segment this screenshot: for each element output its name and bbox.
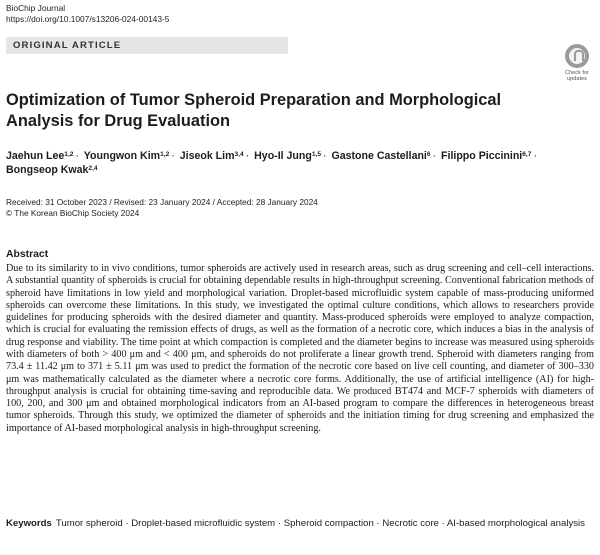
author-affiliation: 1,2 <box>64 151 74 158</box>
check-for-updates-button[interactable] <box>560 44 594 83</box>
author-affiliation: 1,2 <box>160 151 170 158</box>
author-name[interactable]: Jaehun Lee <box>6 150 65 162</box>
author-name[interactable]: Jiseok Lim <box>179 150 235 162</box>
journal-name: BioChip Journal <box>6 3 66 13</box>
author-name[interactable]: Filippo Piccinini <box>441 150 523 162</box>
article-type-banner <box>6 37 288 54</box>
author-affiliation: 6 <box>426 151 431 158</box>
author-affiliation: 6,7 <box>522 151 532 158</box>
abstract-heading: Abstract <box>6 249 49 260</box>
article-title: Optimization of Tumor Spheroid Preparation and Morphological Analysis for Drug Evaluation <box>6 91 502 130</box>
keywords-heading: Keywords <box>6 518 52 529</box>
author-list: Jaehun Lee$^{1,2}$ · Youngwon Kim$^{1,2}$ · Jiseok Lim$^{3,4}$ · Hyo-Il Jung$^{1,5}$ · Gastone Castellani$^6$ · Filippo Piccinini$^{6,7}$ · Bongseop Kwak$^{2,4}$ <box>6 150 537 176</box>
author-name[interactable]: Bongseop Kwak <box>6 164 89 176</box>
abstract-text: Due to its similarity to in vivo conditions, tumor spheroids are actively used in research areas, such as drug screening and cell–cell interactions. A substantial quantity of spheroids is crucial for obtaining dependable results in high-throughput screening. Conventional fabrication methods of spheroid have limitations in low yield and morphological variation. Droplet-based microfluidic system capable of mass-producing uniformed spheroids can overcome these limitations. In this study, we investigated the optimal culture conditions, which allows to researchers provide guidelines for producing spheroids with the desired diameter and quantity. Mass-produced spheroids were employed to analyze compaction, which is crucial for evaluating the remission effects of drugs, as well as the formation of a necrotic core, which induces a bias in the analysis of drug response and viability. The time point at which compaction is completed and the diameter begins to increase was measured using spheroids with diameters of both > 400 μm and < 400 μm, and spheroids do not proliferate a linear growth trend. Spheroid with diameters ranging from 73.4 ± 11.42 μm to 371 ± 5.11 μm was used to predict the formation of the necrotic core based on live cell counting, and diameter of 300–330 μm was mathematically calculated as the diameter where a necrotic core forms. Additionally, the use of artificial intelligence (AI) for high-throughput analysis is crucial for obtaining time-saving and reproducible data. We produced BT474 and MCF-7 spheroids with diameters of 100, 200, and 300 μm and obtained morphological indicators from an AI-based program to compare the differences in heterogeneous breast tumor spheroids. Through this study, we optimized the diameter of spheroids and the initiation timing for drug screening and emphasized the importance of AI-based morphological analysis in high-throughput screening. <box>6 263 594 434</box>
author-affiliation: 2,4 <box>88 165 98 172</box>
keywords <box>6 517 586 530</box>
keywords-list: Tumor spheroid · Droplet-based microfluidic system · Spheroid compaction · Necrotic core · AI-based morphological analysis <box>55 518 585 529</box>
article-type-label: ORIGINAL ARTICLE <box>13 40 122 51</box>
check-for-updates-label: Check for updates <box>565 70 589 83</box>
publication-dates: Received: 31 October 2023 / Revised: 23 January 2024 / Accepted: 28 January 2024 <box>6 197 318 207</box>
author-affiliation: 3,4 <box>234 151 244 158</box>
copyright-notice: © The Korean BioChip Society 2024 <box>6 208 140 218</box>
doi-link[interactable]: https://doi.org/10.1007/s13206-024-00143-5 <box>6 14 170 24</box>
author-name[interactable]: Youngwon Kim <box>83 150 161 162</box>
author-name[interactable]: Hyo-Il Jung <box>254 150 312 162</box>
author-name[interactable]: Gastone Castellani <box>331 150 427 162</box>
check-for-updates-icon <box>565 44 589 68</box>
author-affiliation: 1,5 <box>311 151 322 158</box>
